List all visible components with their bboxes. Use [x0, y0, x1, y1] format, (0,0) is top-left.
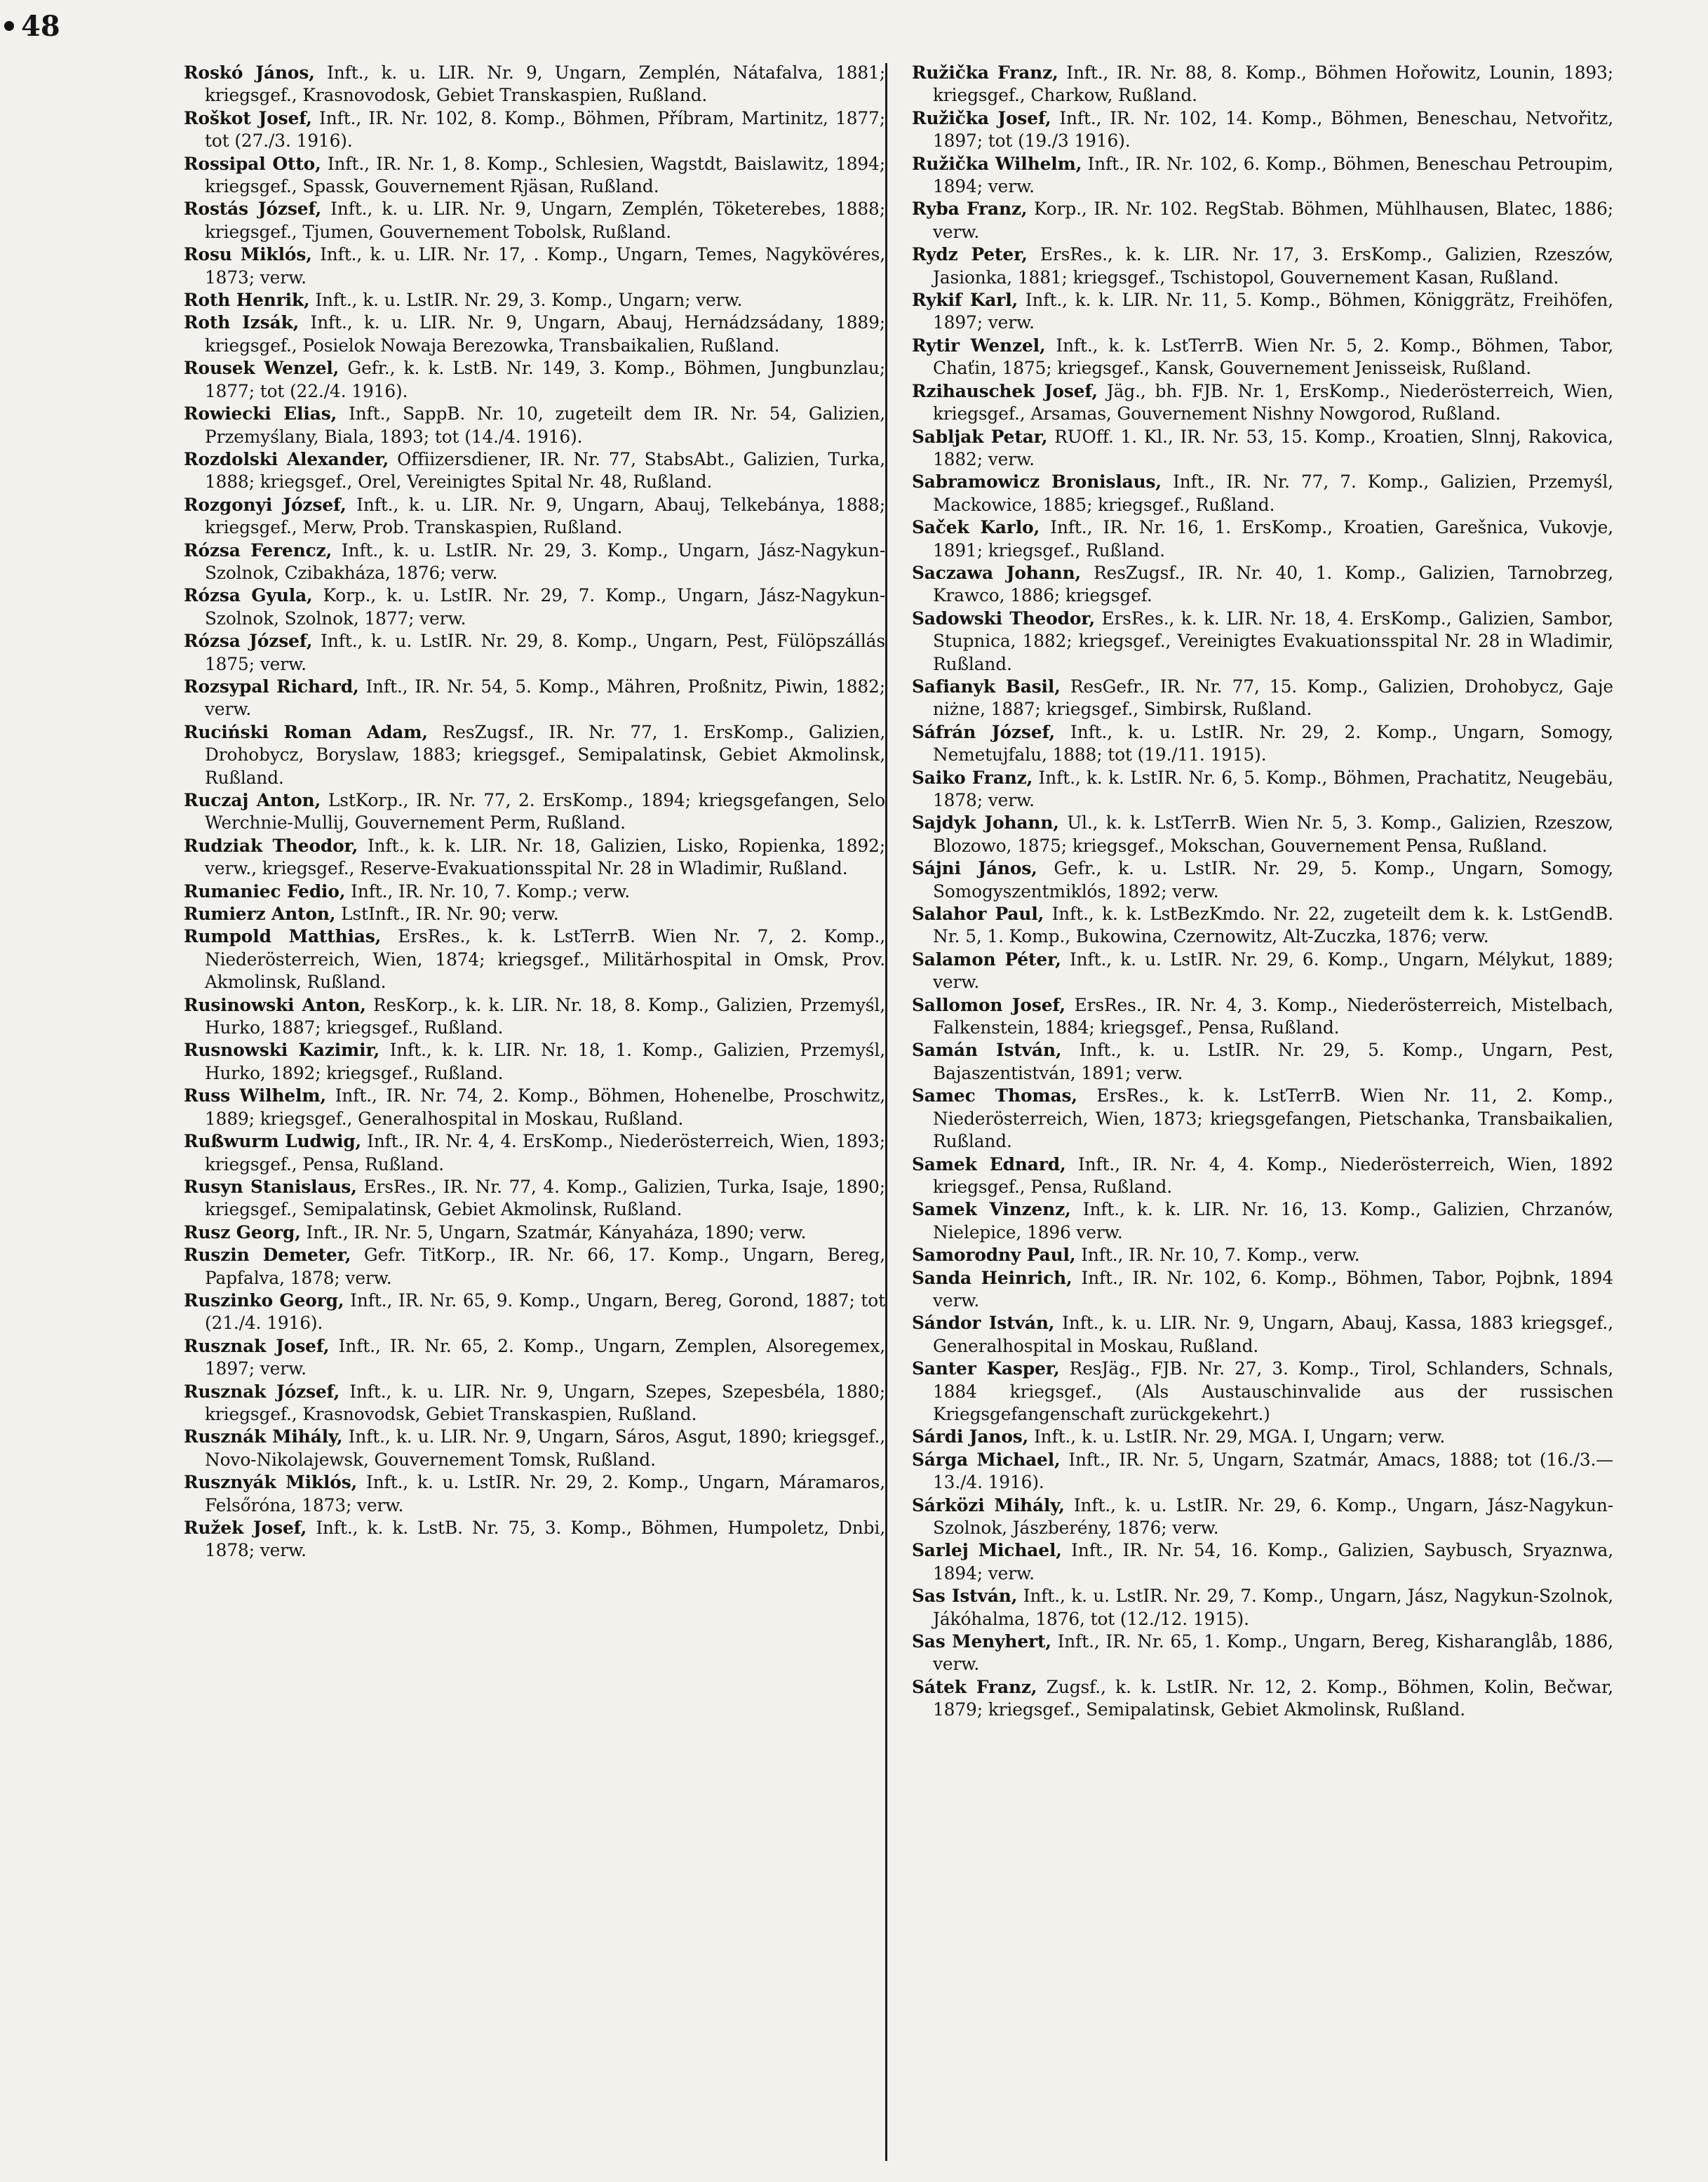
entry-name: Rudziak Theodor,: [184, 835, 358, 856]
entry-name: Sanda Heinrich,: [912, 1267, 1072, 1288]
entry-details: Inft., k. k. LIR. Nr. 11, 5. Komp., Böhmen, Königgrätz, Freihöfen, 1897; verw.: [933, 290, 1613, 333]
entry-details: Inft., k. u. LstIR. Nr. 29, 7. Komp., Ungarn, Jász, Nagykun-Szolnok, Jákóhalma, 1876, tot (12./12. 1915).: [933, 1586, 1613, 1629]
entry-name: Rowiecki Elias,: [184, 403, 337, 424]
entry-details: Inft., IR. Nr. 74, 2. Komp., Böhmen, Hohenelbe, Proschwitz, 1889; kriegsgef., Generalhospital in Moskau, Rußland.: [205, 1085, 885, 1129]
entry-name: Ružek Josef,: [184, 1518, 307, 1538]
entry-details: Inft., k. u. LstIR. Nr. 29, 8. Komp., Ungarn, Pest, Fülöpszállás 1875; verw.: [205, 631, 885, 674]
entry-name: Rosu Miklós,: [184, 244, 312, 265]
page-number: 48: [21, 10, 60, 43]
register-entry: [184, 403, 885, 448]
entry-details: Inft., k. k. LstB. Nr. 75, 3. Komp., Böhmen, Humpoletz, Dnbi, 1878; verw.: [205, 1518, 886, 1561]
entry-details: RUOff. 1. Kl., IR. Nr. 53, 15. Komp., Kroatien, Slnnj, Rakovica, 1882; verw.: [933, 426, 1613, 469]
entry-name: Santer Kasper,: [912, 1358, 1060, 1379]
entry-name: Rusznyák Miklós,: [184, 1472, 358, 1493]
entry-name: Rusyn Stanislaus,: [184, 1176, 357, 1197]
entry-name: Rykif Karl,: [912, 290, 1018, 311]
register-entry: [912, 426, 1613, 471]
entry-name: Rydz Peter,: [912, 244, 1028, 265]
entry-details: ResKorp., k. k. LIR. Nr. 18, 8. Komp., Galizien, Przemyśl, Hurko, 1887; kriegsgef., Rußland.: [205, 994, 885, 1038]
entry-name: Ruciński Roman Adam,: [184, 721, 428, 742]
register-entry: [184, 198, 885, 243]
register-entry: [184, 1085, 885, 1130]
entry-name: Sándor István,: [912, 1313, 1055, 1334]
entry-name: Roškot Josef,: [184, 107, 312, 128]
register-entry: [912, 1631, 1613, 1676]
register-entry: [912, 380, 1613, 426]
register-entry: [184, 540, 885, 585]
entry-name: Rytir Wenzel,: [912, 335, 1046, 356]
register-entry: [184, 1039, 885, 1085]
entry-details: Inft., IR. Nr. 102, 6. Komp., Böhmen, Beneschau Petroupim, 1894; verw.: [933, 153, 1613, 197]
register-entry: [912, 1198, 1613, 1244]
entry-details: ErsRes., IR. Nr. 4, 3. Komp., Niederösterreich, Mistelbach, Falkenstein, 1884; kriegsgef., Pensa, Rußland.: [933, 994, 1614, 1038]
entry-details: Gefr. TitKorp., IR. Nr. 66, 17. Komp., Ungarn, Bereg, Papfalva, 1878; verw.: [205, 1245, 885, 1288]
entry-details: Inft., IR. Nr. 77, 7. Komp., Galizien, Przemyśl, Mackowice, 1885; kriegsgef., Rußland.: [933, 471, 1613, 515]
entry-name: Rusznak József,: [184, 1381, 340, 1402]
entry-details: ResZugsf., IR. Nr. 77, 1. ErsKomp., Galizien, Drohobycz, Boryslaw, 1883; kriegsgef., Semipalatinsk, Gebiet Akmolinsk, Rußland.: [205, 721, 885, 788]
entry-name: Sallomon Josef,: [912, 994, 1065, 1015]
register-entry: [184, 107, 885, 153]
entry-name: Salamon Péter,: [912, 949, 1061, 970]
entry-details: Inft., IR. Nr. 88, 8. Komp., Böhmen Hořowitz, Lounin, 1893; kriegsgef., Charkow, Rußland.: [933, 62, 1613, 106]
entry-details: Inft., k. u. LstIR. Nr. 29, 6. Komp., Ungarn, Mélykut, 1889; verw.: [933, 949, 1613, 993]
register-entry: [912, 1539, 1613, 1585]
entry-name: Saczawa Johann,: [912, 562, 1082, 583]
register-entry: [912, 676, 1613, 721]
register-entry: [912, 1312, 1613, 1358]
entry-name: Rousek Wenzel,: [184, 358, 339, 379]
entry-details: ResGefr., IR. Nr. 77, 15. Komp., Galizien, Drohobycz, Gaje niżne, 1887; kriegsgef., Simbirsk, Rußland.: [933, 676, 1613, 720]
entry-details: Inft., k. k. LstTerrB. Wien Nr. 5, 2. Komp., Böhmen, Tabor, Chaťin, 1875; kriegsgef., Kansk, Gouvernement Jenisseisk, Rußland.: [933, 335, 1613, 379]
register-entry: [912, 1039, 1613, 1085]
entry-name: Sarlej Michael,: [912, 1540, 1062, 1561]
entry-name: Saček Karlo,: [912, 517, 1040, 538]
register-entry: [184, 1335, 885, 1381]
column-divider: [885, 63, 887, 2161]
entry-name: Samec Thomas,: [912, 1085, 1077, 1106]
entry-name: Sabljak Petar,: [912, 426, 1048, 447]
register-entry: [184, 153, 885, 199]
left-column: [184, 62, 885, 1562]
entry-name: Sárközi Mihály,: [912, 1494, 1065, 1515]
entry-details: Inft., IR. Nr. 65, 1. Komp., Ungarn, Bereg, Kisharanglåb, 1886, verw.: [933, 1631, 1613, 1675]
register-entry: [912, 903, 1613, 949]
register-entry: [184, 584, 885, 630]
register-entry: [184, 1290, 885, 1335]
entry-name: Sabramowicz Bronislaus,: [912, 471, 1162, 493]
entry-details: Inft., k. u. LIR. Nr. 9, Ungarn, Abauj, Kassa, 1883 kriegsgef., Generalhospital in Moskau, Rußland.: [933, 1313, 1613, 1356]
entry-details: Inft., k. u. LstIR. Nr. 29, 5. Komp., Ungarn, Pest, Bajaszentistván, 1891; verw.: [933, 1040, 1613, 1083]
entry-name: Rusznak Josef,: [184, 1335, 330, 1356]
entry-name: Samorodny Paul,: [912, 1245, 1076, 1266]
entry-details: Inft., IR. Nr. 102, 8. Komp., Böhmen, Příbram, Martinitz, 1877; tot (27./3. 1916).: [205, 107, 885, 152]
register-entry: [912, 1085, 1613, 1153]
entry-name: Rózsa József,: [184, 631, 313, 652]
entry-name: Rusz Georg,: [184, 1221, 301, 1243]
register-entry: [184, 448, 885, 494]
register-entry: [912, 1585, 1613, 1631]
entry-name: Sas Menyhert,: [912, 1631, 1051, 1652]
register-entry: [184, 1176, 885, 1221]
register-entry: [184, 357, 885, 403]
entry-details: Inft., k. u. LIR. Nr. 9, Ungarn, Abauj, Hernádzsádany, 1889; kriegsgef., Posielok Nowaja Berezowka, Transbaikalien, Rußland.: [205, 312, 886, 356]
register-entry: [912, 1244, 1613, 1266]
register-entry: [912, 198, 1613, 243]
register-entry: [184, 789, 885, 835]
entry-details: LstKorp., IR. Nr. 77, 2. ErsKomp., 1894; kriegsgefangen, Selo Werchnie-Mullij, Gouvernement Perm, Rußland.: [205, 790, 885, 834]
entry-name: Sas István,: [912, 1586, 1018, 1607]
register-entry: [912, 608, 1613, 676]
register-entry: [184, 903, 885, 925]
entry-details: Ul., k. k. LstTerrB. Wien Nr. 5, 3. Komp., Galizien, Rzeszow, Blozowo, 1875; kriegsgef., Mokschan, Gouvernement Pensa, Rußland.: [933, 812, 1613, 856]
entry-name: Ruszin Demeter,: [184, 1245, 351, 1266]
register-entry: [912, 857, 1613, 903]
entry-name: Sajdyk Johann,: [912, 812, 1059, 834]
entry-details: Gefr., k. k. LstB. Nr. 149, 3. Komp., Böhmen, Jungbunzlau; 1877; tot (22./4. 1916).: [205, 358, 885, 401]
entry-name: Rozdolski Alexander,: [184, 448, 389, 469]
entry-details: Inft., k. u. LIR. Nr. 9, Ungarn, Zemplén, Töketerebes, 1888; kriegsgef., Tjumen, Gouvernement Tobolsk, Rußland.: [205, 199, 885, 242]
entry-name: Ružička Wilhelm,: [912, 153, 1082, 174]
entry-details: Inft., IR. Nr. 16, 1. ErsKomp., Kroatien, Garešnica, Vukovje, 1891; kriegsgef., Rußland.: [933, 517, 1613, 561]
entry-details: Inft., k. k. LIR. Nr. 16, 13. Komp., Galizien, Chrzanów, Nielepice, 1896 verw.: [933, 1199, 1613, 1243]
entry-name: Rumaniec Fedio,: [184, 881, 346, 902]
register-entry: [912, 1676, 1613, 1722]
entry-details: Inft., k. u. LstIR. Nr. 29, 2. Komp., Ungarn, Somogy, Nemetujfalu, 1888; tot (19./11. 1915).: [933, 721, 1613, 765]
register-entry: [184, 1426, 885, 1471]
entry-details: Inft., k. k. LstIR. Nr. 6, 5. Komp., Böhmen, Prachatitz, Neugebäu, 1878; verw.: [933, 767, 1614, 810]
register-entry: [912, 949, 1613, 994]
entry-name: Samán István,: [912, 1040, 1062, 1061]
entry-details: Inft., IR. Nr. 4, 4. Komp., Niederösterreich, Wien, 1892 kriegsgef., Pensa, Rußland.: [933, 1153, 1613, 1197]
register-entry: [184, 243, 885, 289]
entry-name: Safianyk Basil,: [912, 676, 1061, 697]
entry-name: Rózsa Gyula,: [184, 585, 313, 606]
entry-details: Inft., k. u. LIR. Nr. 9, Ungarn, Abauj, Telkebánya, 1888; kriegsgef., Merw, Prob. Transkaspien, Rußland.: [205, 494, 885, 538]
entry-name: Ružička Josef,: [912, 107, 1051, 128]
register-entry: [184, 289, 885, 312]
entry-details: Inft., k. k. LstBezKmdo. Nr. 22, zugeteilt dem k. k. LstGendB. Nr. 5, 1. Komp., Bukowina, Czernowitz, Alt-Zuczka, 1876; verw.: [933, 904, 1613, 947]
entry-details: ErsRes., k. k. LstTerrB. Wien Nr. 7, 2. Komp., Niederösterreich, Wien, 1874; kriegsgef., Militärhospital in Omsk, Prov. Akmolinsk, Rußland.: [205, 926, 886, 993]
entry-details: Inft., k. u. LIR. Nr. 9, Ungarn, Szepes, Szepesbéla, 1880; kriegsgef., Krasnovodsk, Gebiet Transkaspien, Rußland.: [205, 1381, 885, 1424]
register-entry: [912, 721, 1613, 767]
entry-details: Inft., k. u. LstIR. Nr. 29, 2. Komp., Ungarn, Máramaros, Felsőróna, 1873; verw.: [205, 1472, 885, 1515]
entry-details: Inft., IR. Nr. 5, Ungarn, Szatmár, Kányaháza, 1890; verw.: [300, 1221, 807, 1243]
register-entry: [184, 925, 885, 993]
register-entry: [912, 62, 1613, 107]
register-entry: [912, 153, 1613, 199]
entry-name: Rzihauschek Josef,: [912, 380, 1098, 401]
entry-name: Ruczaj Anton,: [184, 790, 321, 810]
entry-details: Inft., IR. Nr. 54, 5. Komp., Mähren, Proßnitz, Piwin, 1882; verw.: [205, 676, 885, 720]
entry-details: ErsRes., k. k. LIR. Nr. 17, 3. ErsKomp., Galizien, Rzeszów, Jasionka, 1881; kriegsgef., Tschistopol, Gouvernement Kasan, Rußland.: [933, 244, 1613, 288]
entry-name: Rózsa Ferencz,: [184, 540, 332, 561]
entry-details: Inft., IR. Nr. 4, 4. ErsKomp., Niederösterreich, Wien, 1893; kriegsgef., Pensa, Rußland.: [205, 1131, 885, 1174]
entry-name: Rossipal Otto,: [184, 153, 321, 174]
register-entry: [912, 1494, 1613, 1540]
entry-details: Inft., SappB. Nr. 10, zugeteilt dem IR. Nr. 54, Galizien, Przemyślany, Biala, 1893; tot (14./4. 1916).: [205, 403, 885, 447]
entry-details: Jäg., bh. FJB. Nr. 1, ErsKomp., Niederösterreich, Wien, kriegsgef., Arsamas, Gouvernement Nishny Nowgorod, Rußland.: [933, 380, 1613, 424]
register-entry: [184, 1471, 885, 1517]
register-entry: [184, 1244, 885, 1290]
entry-details: Inft., IR. Nr. 5, Ungarn, Szatmár, Amacs, 1888; tot (16./3.—13./4. 1916).: [933, 1449, 1613, 1493]
entry-details: ResZugsf., IR. Nr. 40, 1. Komp., Galizien, Tarnobrzeg, Krawco, 1886; kriegsgef.: [933, 562, 1613, 606]
entry-details: Inft., k. u. LIR. Nr. 9, Ungarn, Zemplén, Nátafalva, 1881; kriegsgef., Krasnovodosk, Gebiet Transkaspien, Rußland.: [205, 62, 885, 106]
entry-name: Rozgonyi József,: [184, 494, 347, 515]
entry-details: ErsRes., k. k. LstTerrB. Wien Nr. 11, 2. Komp., Niederösterreich, Wien, 1873; kriegsgefangen, Pietschanka, Transbaikalien, Rußland.: [933, 1085, 1613, 1152]
register-entry: [184, 494, 885, 540]
entry-name: Salahor Paul,: [912, 904, 1044, 925]
entry-name: Ryba Franz,: [912, 199, 1028, 220]
entry-details: Offiizersdiener, IR. Nr. 77, StabsAbt., Galizien, Turka, 1888; kriegsgef., Orel, Vereinigtes Spital Nr. 48, Rußland.: [205, 448, 885, 493]
entry-details: Inft., k. u. LstIR. Nr. 29, 6. Komp., Ungarn, Jász-Nagykun-Szolnok, Jászberény, 1876; verw.: [933, 1494, 1613, 1538]
entry-details: Korp., IR. Nr. 102. RegStab. Böhmen, Mühlhausen, Blatec, 1886; verw.: [933, 199, 1614, 242]
register-entry: [912, 1426, 1613, 1448]
entry-details: LstInft., IR. Nr. 90; verw.: [335, 904, 559, 925]
register-entry: [912, 812, 1613, 857]
entry-details: Gefr., k. u. LstIR. Nr. 29, 5. Komp., Ungarn, Somogy, Somogyszentmiklós, 1892; verw.: [933, 858, 1613, 902]
register-entry: [184, 1130, 885, 1176]
bullet-mark: [4, 21, 14, 31]
register-entry: [912, 767, 1613, 812]
entry-details: Inft., IR. Nr. 1, 8. Komp., Schlesien, Wagstdt, Baislawitz, 1894; kriegsgef., Spassk, Gouvernement Rjäsan, Rußland.: [205, 153, 885, 197]
entry-name: Roth Henrik,: [184, 290, 310, 311]
entry-details: Zugsf., k. k. LstIR. Nr. 12, 2. Komp., Böhmen, Kolin, Bečwar, 1879; kriegsgef., Semipalatinsk, Gebiet Akmolinsk, Rußland.: [933, 1676, 1613, 1720]
entry-name: Sátek Franz,: [912, 1676, 1037, 1697]
entry-details: Inft., IR. Nr. 102, 14. Komp., Böhmen, Beneschau, Netvořitz, 1897; tot (19./3 1916).: [933, 107, 1613, 152]
entry-details: ErsRes., k. k. LIR. Nr. 18, 4. ErsKomp., Galizien, Sambor, Stupnica, 1882; kriegsgef., Vereinigtes Evakuationsspital Nr. 28 in Wladimir, Rußland.: [933, 608, 1613, 674]
right-column: [912, 62, 1613, 1722]
entry-details: ErsRes., IR. Nr. 77, 4. Komp., Galizien, Turka, Isaje, 1890; kriegsgef., Semipalatinsk, Gebiet Akmolinsk, Rußland.: [205, 1176, 885, 1220]
entry-name: Samek Vinzenz,: [912, 1199, 1071, 1220]
register-entry: [184, 721, 885, 789]
entry-name: Roskó János,: [184, 62, 315, 83]
entry-details: Inft., k. u. LstIR. Nr. 29, MGA. I, Ungarn; verw.: [1028, 1426, 1446, 1447]
register-entry: [184, 1517, 885, 1562]
entry-details: Inft., IR. Nr. 54, 16. Komp., Galizien, Saybusch, Sryaznwa, 1894; verw.: [933, 1540, 1614, 1584]
entry-name: Sadowski Theodor,: [912, 608, 1096, 629]
register-entry: [912, 471, 1613, 516]
entry-details: Inft., IR. Nr. 10, 7. Komp., verw.: [1075, 1245, 1360, 1266]
entry-name: Rusnowski Kazimir,: [184, 1040, 380, 1061]
register-entry: [184, 312, 885, 357]
entry-name: Rusinowski Anton,: [184, 994, 366, 1015]
entry-details: Inft., k. u. LstIR. Nr. 29, 3. Komp., Ungarn; verw.: [309, 290, 743, 311]
register-entry: [912, 1267, 1613, 1313]
entry-name: Ružička Franz,: [912, 62, 1058, 83]
entry-details: Inft., IR. Nr. 65, 9. Komp., Ungarn, Bereg, Gorond, 1887; tot (21./4. 1916).: [205, 1290, 885, 1334]
register-entry: [184, 881, 885, 903]
entry-name: Samek Ednard,: [912, 1153, 1066, 1174]
register-entry: [184, 676, 885, 721]
register-entry: [184, 835, 885, 881]
entry-name: Rußwurm Ludwig,: [184, 1131, 362, 1152]
register-entry: [184, 1381, 885, 1426]
entry-details: Inft., k. k. LIR. Nr. 18, Galizien, Lisko, Ropienka, 1892; verw., kriegsgef., Reserve-Evakuationsspital Nr. 28 in Wladimir, Rußland.: [205, 835, 885, 879]
register-entry: [912, 289, 1613, 335]
register-entry: [912, 335, 1613, 380]
entry-name: Saiko Franz,: [912, 767, 1033, 788]
entry-name: Rusznák Mihály,: [184, 1426, 343, 1447]
entry-name: Sáfrán József,: [912, 721, 1056, 742]
register-entry: [912, 1358, 1613, 1426]
register-entry: [184, 62, 885, 107]
entry-details: Inft., IR. Nr. 102, 6. Komp., Böhmen, Tabor, Pojbnk, 1894 verw.: [933, 1267, 1613, 1311]
register-entry: [912, 243, 1613, 289]
entry-name: Rostás József,: [184, 199, 322, 220]
entry-name: Sájni János,: [912, 858, 1037, 879]
register-entry: [184, 994, 885, 1040]
register-entry: [912, 516, 1613, 562]
entry-name: Rozsypal Richard,: [184, 676, 359, 697]
entry-details: Inft., k. u. LIR. Nr. 9, Ungarn, Sáros, Asgut, 1890; kriegsgef., Novo-Nikolajewsk, Gouvernement Tomsk, Rußland.: [205, 1426, 886, 1470]
entry-details: Inft., k. k. LIR. Nr. 18, 1. Komp., Galizien, Przemyśl, Hurko, 1892; kriegsgef., Rußland.: [205, 1040, 885, 1083]
entry-name: Sárdi Janos,: [912, 1426, 1029, 1447]
entry-name: Russ Wilhelm,: [184, 1085, 327, 1106]
register-entry: [184, 1221, 885, 1244]
entry-details: Inft., IR. Nr. 10, 7. Komp.; verw.: [345, 881, 630, 902]
register-entry: [912, 1449, 1613, 1494]
register-entry: [912, 994, 1613, 1040]
entry-name: Rumierz Anton,: [184, 904, 336, 925]
entry-details: Korp., k. u. LstIR. Nr. 29, 7. Komp., Ungarn, Jász-Nagykun-Szolnok, Szolnok, 1877; verw.: [205, 585, 885, 629]
entry-name: Ruszinko Georg,: [184, 1290, 344, 1311]
register-entry: [912, 1153, 1613, 1199]
entry-details: Inft., IR. Nr. 65, 2. Komp., Ungarn, Zemplen, Alsoregemex, 1897; verw.: [205, 1335, 885, 1379]
entry-name: Roth Izsák,: [184, 312, 300, 333]
entry-name: Rumpold Matthias,: [184, 926, 382, 947]
entry-name: Sárga Michael,: [912, 1449, 1061, 1470]
entry-details: ResJäg., FJB. Nr. 27, 3. Komp., Tirol, Schlanders, Schnals, 1884 kriegsgef., (Als Austauschinvalide aus der russischen Kriegsgefangenschaft zurückgekehrt.): [933, 1358, 1613, 1424]
register-entry: [912, 562, 1613, 608]
entry-details: Inft., k. u. LstIR. Nr. 29, 3. Komp., Ungarn, Jász-Nagykun-Szolnok, Czibakháza, 1876; verw.: [205, 540, 885, 583]
register-entry: [912, 107, 1613, 153]
entry-details: Inft., k. u. LIR. Nr. 17, . Komp., Ungarn, Temes, Nagykövéres, 1873; verw.: [205, 244, 885, 288]
register-entry: [184, 630, 885, 676]
